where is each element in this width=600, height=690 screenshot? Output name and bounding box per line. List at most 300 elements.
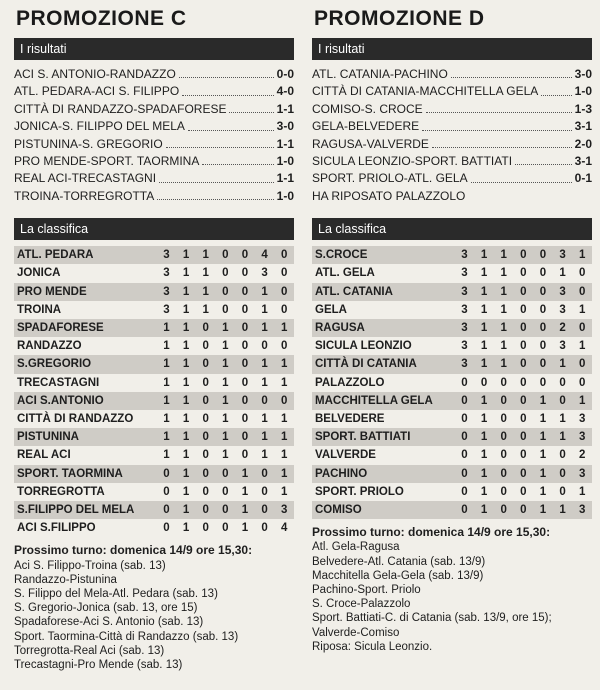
result-score: 1-3 [574, 101, 592, 116]
standings-row [14, 410, 294, 428]
team-name: ATL. PEDARA [14, 246, 157, 264]
stat-g: 1 [176, 392, 196, 410]
fixture: Pachino-Sport. Priolo [312, 583, 421, 596]
next-round-title: Prossimo turno: domenica 14/9 ore 15,30: [312, 525, 551, 540]
section-title: PROMOZIONE D [314, 7, 485, 30]
leader-dots [188, 118, 274, 130]
stat-f: 1 [261, 303, 268, 316]
stat-g: 1 [182, 485, 190, 498]
stat-f: 0 [553, 392, 573, 410]
stat-s: 0 [533, 319, 553, 337]
team-name: PALAZZOLO [315, 376, 385, 389]
standings-table [14, 246, 294, 537]
stat-n: 1 [215, 355, 235, 373]
stat-f: 0 [255, 501, 275, 519]
stat-f: 0 [261, 485, 268, 498]
stat-sub: 1 [274, 428, 294, 446]
stat-f: 1 [255, 355, 275, 373]
stat-p: 0 [157, 501, 177, 519]
stat-v: 0 [196, 465, 216, 483]
stat-g: 1 [176, 465, 196, 483]
stat-v: 0 [202, 449, 209, 462]
fixture: Belvedere-Atl. Catania (sab. 13/9) [312, 555, 486, 568]
result-match: ATL. PEDARA-ACI S. FILIPPO [14, 84, 180, 99]
stat-p: 1 [163, 340, 170, 353]
stat-sub: 2 [578, 449, 586, 462]
stat-n: 1 [222, 449, 229, 462]
result-row [14, 101, 294, 118]
standings-row [14, 246, 294, 264]
standings-row [14, 483, 294, 501]
leader-dots [422, 118, 572, 130]
stat-v: 0 [202, 412, 209, 425]
stat-n: 0 [215, 501, 235, 519]
fixture: S. Filippo del Mela-Atl. Pedara (sab. 13) [14, 587, 218, 600]
team-name: GELA [315, 303, 347, 316]
stat-p: 1 [163, 412, 170, 425]
team-name: S.CROCE [312, 246, 455, 264]
stat-f: 0 [559, 376, 566, 389]
result-row [312, 170, 592, 187]
stat-f: 1 [255, 283, 275, 301]
result-row [312, 101, 592, 118]
stat-f: 0 [553, 465, 573, 483]
team-name: SPORT. PRIOLO [315, 485, 404, 498]
standings-row [14, 301, 294, 319]
team-name: CITTÀ DI CATANIA [312, 355, 455, 373]
stat-g: 1 [182, 267, 190, 280]
stat-p: 3 [455, 283, 475, 301]
result-score: 0-1 [574, 171, 592, 186]
stat-p: 1 [157, 355, 177, 373]
stat-n: 0 [520, 449, 527, 462]
stat-s: 0 [539, 267, 547, 280]
stat-p: 0 [455, 392, 475, 410]
team-name: SPADAFORESE [14, 319, 157, 337]
fixture: S. Gregorio-Jonica (sab. 13, ore 15) [14, 602, 198, 615]
stat-f: 3 [553, 246, 573, 264]
stat-p: 0 [461, 485, 468, 498]
stat-p: 1 [157, 319, 177, 337]
stat-v: 0 [494, 465, 514, 483]
stat-p: 0 [461, 449, 468, 462]
team-name: ACI S.ANTONIO [14, 392, 157, 410]
standings-row [312, 465, 592, 483]
standings-row [14, 319, 294, 337]
stat-p: 3 [455, 319, 475, 337]
stat-g: 1 [474, 283, 494, 301]
standings-row [14, 501, 294, 519]
stat-n: 0 [513, 501, 533, 519]
stat-sub: 4 [280, 522, 288, 535]
stat-p: 3 [461, 303, 468, 316]
standings-row [14, 465, 294, 483]
stat-v: 1 [196, 283, 216, 301]
stat-s: 1 [539, 485, 547, 498]
stat-s: 1 [539, 449, 547, 462]
fixture: Sport. Taormina-Città di Randazzo (sab. 13) [14, 630, 239, 643]
stat-n: 0 [222, 267, 229, 280]
stat-s: 1 [241, 485, 249, 498]
stat-sub: 0 [274, 246, 294, 264]
leader-dots [166, 136, 274, 148]
results-list [312, 66, 592, 205]
stat-n: 0 [215, 465, 235, 483]
stat-s: 0 [235, 246, 255, 264]
results-header: I risultati [312, 38, 592, 60]
stat-p: 0 [455, 428, 475, 446]
stat-f: 2 [553, 319, 573, 337]
stat-g: 1 [182, 340, 190, 353]
team-name: CITTÀ DI RANDAZZO [17, 412, 134, 425]
stat-g: 1 [480, 449, 488, 462]
stat-n: 0 [513, 283, 533, 301]
standings-row [312, 428, 592, 446]
stat-f: 3 [559, 340, 566, 353]
stat-s: 0 [533, 283, 553, 301]
stat-g: 0 [480, 376, 488, 389]
stat-n: 1 [222, 340, 229, 353]
stat-p: 3 [461, 340, 468, 353]
team-name: COMISO [312, 501, 455, 519]
stat-n: 0 [520, 485, 527, 498]
stat-g: 1 [182, 412, 190, 425]
stat-n: 0 [520, 267, 527, 280]
stat-sub: 0 [280, 267, 288, 280]
result-match: SICULA LEONZIO-SPORT. BATTIATI [312, 153, 513, 168]
stat-f: 3 [553, 283, 573, 301]
stat-g: 1 [480, 267, 488, 280]
stat-sub: 1 [572, 392, 592, 410]
stat-n: 0 [513, 355, 533, 373]
stat-s: 0 [241, 340, 249, 353]
stat-f: 0 [261, 340, 268, 353]
result-match: REAL ACI-TRECASTAGNI [14, 171, 157, 186]
standings-row [14, 519, 294, 537]
stat-p: 1 [157, 392, 177, 410]
stat-v: 1 [494, 355, 514, 373]
result-score: 4-0 [276, 84, 294, 99]
stat-f: 1 [553, 355, 573, 373]
stat-g: 1 [480, 340, 488, 353]
fixture: Macchitella Gela-Gela (sab. 13/9) [312, 569, 484, 582]
stat-p: 3 [455, 355, 475, 373]
stat-f: 1 [255, 319, 275, 337]
stat-v: 0 [500, 449, 507, 462]
stat-v: 1 [494, 246, 514, 264]
stat-n: 0 [215, 246, 235, 264]
team-name: ACI S.FILIPPO [17, 522, 96, 535]
stat-g: 1 [182, 376, 190, 389]
result-score: 2-0 [574, 136, 592, 151]
stat-f: 1 [559, 267, 566, 280]
stat-g: 1 [176, 501, 196, 519]
team-name: BELVEDERE [315, 412, 385, 425]
result-score: 1-1 [276, 136, 294, 151]
stat-s: 1 [533, 428, 553, 446]
stat-v: 1 [500, 303, 507, 316]
stat-n: 0 [520, 412, 527, 425]
stat-f: 1 [261, 449, 268, 462]
leader-dots [182, 83, 274, 95]
standings-row [14, 392, 294, 410]
standings-row [312, 264, 592, 282]
result-score: 1-1 [276, 171, 294, 186]
stat-v: 0 [494, 428, 514, 446]
stat-sub: 3 [572, 428, 592, 446]
stat-g: 1 [480, 303, 488, 316]
result-row [312, 153, 592, 170]
fixture: Aci S. Filippo-Troina (sab. 13) [14, 559, 166, 572]
stat-v: 0 [196, 501, 216, 519]
team-name: MACCHITELLA GELA [312, 392, 455, 410]
result-match: COMISO-S. CROCE [312, 101, 423, 116]
stat-sub: 3 [274, 501, 294, 519]
promozione-d-column [312, 0, 592, 654]
team-name: PRO MENDE [14, 283, 157, 301]
result-score: 3-1 [574, 153, 592, 168]
stat-f: 1 [261, 412, 268, 425]
leader-dots [451, 66, 572, 78]
standings-row [312, 301, 592, 319]
stat-v: 0 [196, 355, 216, 373]
stat-g: 1 [480, 412, 488, 425]
result-row [14, 188, 294, 205]
stat-f: 3 [261, 267, 268, 280]
fixture: S. Croce-Palazzolo [312, 598, 411, 611]
stat-v: 1 [202, 303, 209, 316]
team-name: PACHINO [312, 465, 455, 483]
team-name: SICULA LEONZIO [315, 340, 412, 353]
stat-p: 0 [455, 465, 475, 483]
stat-p: 3 [157, 283, 177, 301]
stat-v: 0 [196, 392, 216, 410]
stat-sub: 1 [274, 465, 294, 483]
stat-s: 1 [533, 465, 553, 483]
leader-dots [159, 170, 274, 182]
result-score: 1-1 [276, 101, 294, 116]
stat-sub: 1 [578, 340, 586, 353]
standings-row [14, 337, 294, 355]
result-row [312, 136, 592, 153]
fixture: Sport. Battiati-C. di Catania (sab. 13/9, ore 15); [312, 612, 552, 625]
result-row [14, 153, 294, 170]
stat-s: 1 [241, 522, 249, 535]
result-match: GELA-BELVEDERE [312, 119, 420, 134]
stat-g: 1 [176, 428, 196, 446]
stat-s: 0 [241, 267, 249, 280]
standings-row [312, 501, 592, 519]
standings-row [14, 355, 294, 373]
result-match: CITTÀ DI CATANIA-MACCHITELLA GELA [312, 84, 539, 99]
stat-s: 0 [539, 340, 547, 353]
stat-p: 0 [157, 465, 177, 483]
stat-s: 1 [533, 392, 553, 410]
result-row [14, 83, 294, 100]
promozione-c-column [14, 0, 294, 672]
result-row [312, 83, 592, 100]
stat-v: 1 [500, 267, 507, 280]
stat-s: 1 [539, 412, 547, 425]
stat-p: 0 [461, 376, 468, 389]
stat-p: 0 [163, 485, 170, 498]
stat-f: 0 [559, 449, 566, 462]
standings-row [312, 283, 592, 301]
team-name: TORREGROTTA [17, 485, 105, 498]
result-match: SPORT. PRIOLO-ATL. GELA [312, 171, 468, 186]
result-row [312, 118, 592, 135]
leader-dots [179, 66, 274, 78]
team-name: REAL ACI [17, 449, 71, 462]
stat-n: 0 [520, 376, 527, 389]
stat-s: 1 [235, 465, 255, 483]
result-score: 3-0 [276, 119, 294, 134]
stat-n: 0 [215, 283, 235, 301]
stat-f: 1 [255, 428, 275, 446]
stat-p: 3 [163, 267, 170, 280]
stat-sub: 1 [572, 246, 592, 264]
result-match: PISTUNINA-S. GREGORIO [14, 136, 163, 151]
stat-n: 1 [222, 412, 229, 425]
stat-n: 0 [513, 465, 533, 483]
section-title: PROMOZIONE C [16, 7, 187, 30]
stat-n: 0 [520, 340, 527, 353]
stat-v: 0 [494, 501, 514, 519]
stat-s: 0 [241, 376, 249, 389]
next-round-title: Prossimo turno: domenica 14/9 ore 15,30: [14, 543, 253, 558]
result-row [312, 188, 592, 205]
team-name: RANDAZZO [17, 340, 82, 353]
stat-sub: 3 [572, 465, 592, 483]
result-match: RAGUSA-VALVERDE [312, 136, 429, 151]
standings-table [312, 246, 592, 519]
stat-g: 1 [474, 465, 494, 483]
stat-sub: 0 [578, 376, 586, 389]
stat-f: 0 [255, 465, 275, 483]
standings-row [14, 428, 294, 446]
stat-v: 0 [500, 412, 507, 425]
standings-row [312, 355, 592, 373]
stat-n: 0 [222, 303, 229, 316]
stat-sub: 0 [572, 355, 592, 373]
team-name: JONICA [17, 267, 61, 280]
stat-v: 0 [500, 376, 507, 389]
stat-s: 0 [241, 449, 249, 462]
stat-sub: 0 [572, 283, 592, 301]
stat-f: 4 [255, 246, 275, 264]
stat-sub: 0 [280, 303, 288, 316]
stat-s: 0 [533, 246, 553, 264]
team-name: TROINA [17, 303, 62, 316]
result-score: 3-0 [574, 67, 592, 81]
stat-p: 1 [157, 428, 177, 446]
stat-n: 0 [513, 392, 533, 410]
stat-v: 1 [494, 319, 514, 337]
stat-v: 1 [494, 283, 514, 301]
stat-f: 0 [261, 522, 268, 535]
result-row [14, 118, 294, 135]
stat-g: 1 [176, 355, 196, 373]
leader-dots [471, 170, 572, 182]
stat-f: 1 [553, 501, 573, 519]
stat-v: 0 [494, 392, 514, 410]
fixture: Trecastagni-Pro Mende (sab. 13) [14, 659, 183, 671]
stat-p: 3 [157, 246, 177, 264]
stat-p: 3 [163, 303, 170, 316]
standings-row [14, 374, 294, 392]
stat-sub: 1 [274, 355, 294, 373]
fixture: Spadaforese-Aci S. Antonio (sab. 13) [14, 616, 204, 629]
stat-s: 1 [235, 501, 255, 519]
result-match: PRO MENDE-SPORT. TAORMINA [14, 153, 200, 168]
stat-sub: 1 [578, 485, 586, 498]
standings-row [14, 264, 294, 282]
team-name: RAGUSA [312, 319, 455, 337]
stat-sub: 0 [280, 340, 288, 353]
result-score: 3-1 [574, 119, 592, 134]
team-name: SPORT. BATTIATI [312, 428, 455, 446]
fixture: Torregrotta-Real Aci (sab. 13) [14, 644, 165, 657]
stat-s: 0 [235, 355, 255, 373]
stat-p: 0 [461, 412, 468, 425]
team-name: VALVERDE [315, 449, 376, 462]
team-name: TRECASTAGNI [17, 376, 100, 389]
stat-sub: 3 [572, 501, 592, 519]
team-name: ATL. CATANIA [312, 283, 455, 301]
stat-p: 0 [455, 501, 475, 519]
result-row [14, 66, 294, 83]
stat-n: 0 [513, 428, 533, 446]
stat-sub: 1 [280, 449, 288, 462]
stat-g: 1 [474, 246, 494, 264]
stat-s: 0 [235, 319, 255, 337]
stat-sub: 0 [578, 267, 586, 280]
stat-s: 1 [533, 501, 553, 519]
stat-v: 0 [500, 485, 507, 498]
leader-dots [157, 188, 273, 200]
stat-f: 0 [559, 485, 566, 498]
stat-n: 1 [215, 319, 235, 337]
stat-s: 0 [241, 303, 249, 316]
standings-header: La classifica [312, 218, 592, 240]
leader-dots [515, 153, 572, 165]
team-name: ATL. GELA [315, 267, 375, 280]
stat-sub: 1 [578, 303, 586, 316]
stat-v: 0 [202, 522, 209, 535]
stat-sub: 1 [280, 412, 288, 425]
stat-g: 1 [176, 283, 196, 301]
stat-sub: 3 [578, 412, 586, 425]
stat-sub: 1 [280, 376, 288, 389]
standings-row [14, 446, 294, 464]
stat-p: 1 [163, 376, 170, 389]
stat-n: 0 [222, 522, 229, 535]
results-header: I risultati [14, 38, 294, 60]
stat-p: 3 [455, 246, 475, 264]
leader-dots [229, 101, 273, 113]
standings-row [312, 246, 592, 264]
leader-dots [202, 153, 273, 165]
stat-f: 1 [261, 376, 268, 389]
stat-sub: 0 [572, 319, 592, 337]
stat-g: 1 [176, 319, 196, 337]
next-round [14, 543, 294, 672]
fixture: Atl. Gela-Ragusa [312, 541, 400, 554]
team-name: S.FILIPPO DEL MELA [14, 501, 157, 519]
standings-row [312, 483, 592, 501]
stat-s: 0 [235, 392, 255, 410]
stat-v: 0 [196, 428, 216, 446]
